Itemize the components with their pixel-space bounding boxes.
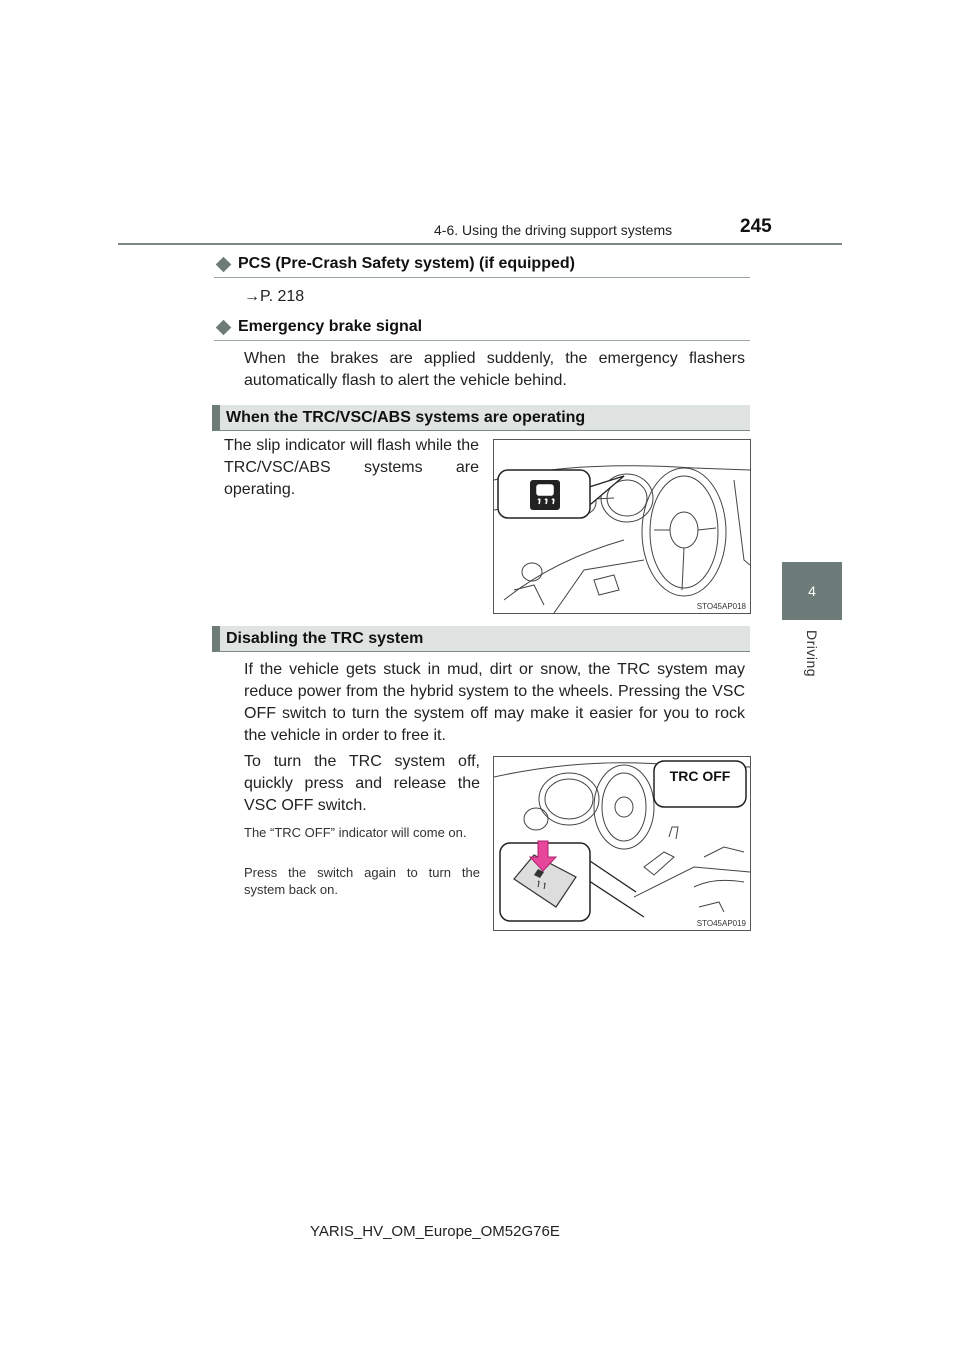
ebs-heading-text: Emergency brake signal [238,318,423,335]
section-title: 4-6. Using the driving support systems [434,222,673,238]
diamond-bullet-icon [216,319,232,335]
pcs-reference[interactable]: →P. 218 [244,288,305,305]
disabling-heading-bar [212,626,750,652]
ebs-heading [214,318,422,336]
disabling-instruction: To turn the TRC system off, quickly press and release the VSC OFF switch. [244,753,480,814]
note-switch: Press the switch again to turn the system back on. [244,865,480,897]
ebs-rule [214,340,750,341]
pcs-heading [214,255,575,273]
chapter-label: Driving [804,630,820,678]
disabling-text: If the vehicle gets stuck in mud, dirt or snow, the TRC system may reduce power from the hybrid system to the wheels. Pressing the VSC OFF switch to turn the system off may make it easier for you to rock the vehicle in order to free it. [244,661,745,744]
pcs-heading-text: PCS (Pre-Crash Safety system) (if equipped) [238,255,575,272]
chapter-tab[interactable]: 4 [782,562,842,620]
header-rule [118,243,842,245]
operating-text: The slip indicator will flash while the TRC/VSC/ABS systems are operating. [224,437,479,498]
figure-code: STO45AP019 [696,919,746,928]
figure-code: STO45AP018 [696,602,746,611]
dashboard-figure [493,439,751,614]
page-number: 245 [740,216,772,237]
dashboard-illustration [494,440,750,613]
switch-figure [493,756,751,931]
ebs-text: When the brakes are applied suddenly, the emergency flashers automatically flash to alert the vehicle behind. [244,350,745,389]
trc-off-callout: TRC OFF [669,768,731,784]
operating-heading-text: When the TRC/VSC/ABS systems are operating [226,408,586,426]
note-indicator: The “TRC OFF” indicator will come on. [244,825,467,840]
pcs-rule [214,277,750,278]
operating-heading-bar [212,405,750,431]
disabling-heading-text: Disabling the TRC system [226,629,424,647]
callout-pointer [586,476,624,504]
diamond-bullet-icon [216,256,232,272]
footer-doc-id: YARIS_HV_OM_Europe_OM52G76E [310,1223,560,1240]
